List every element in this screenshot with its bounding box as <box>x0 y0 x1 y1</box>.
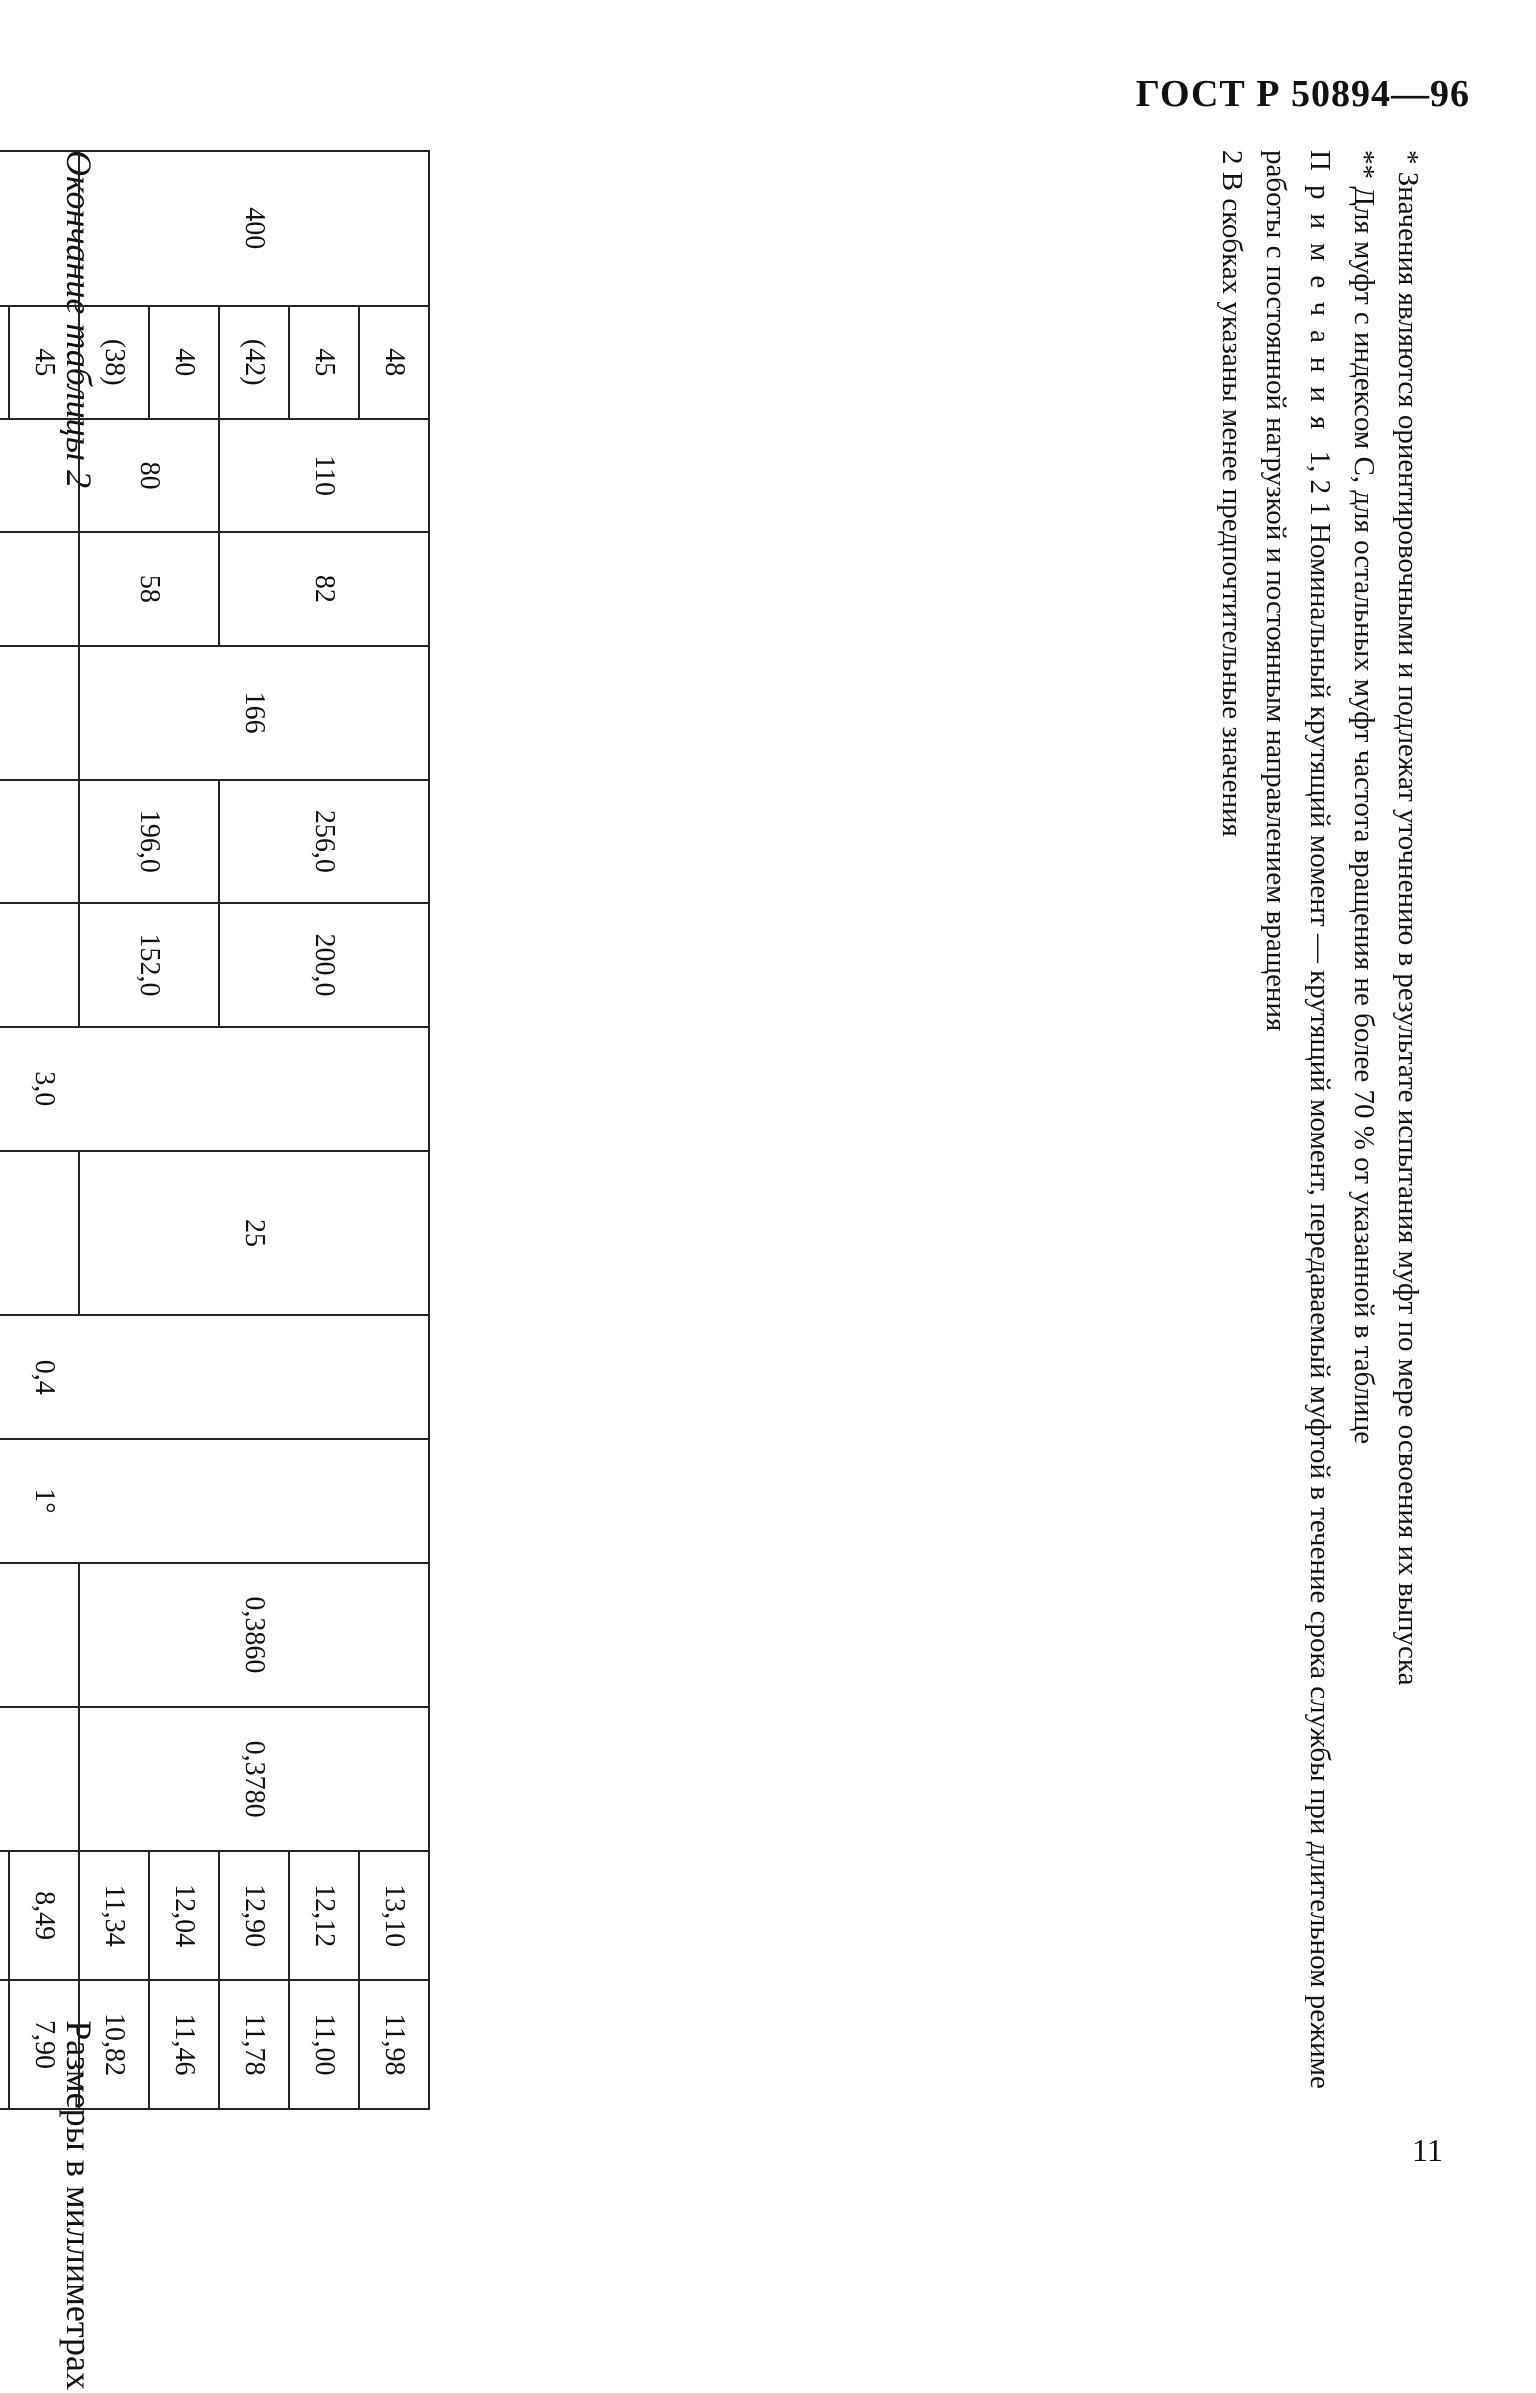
cell-mass1: 12,90 <box>219 1851 289 1980</box>
cell-L1 <box>0 780 79 904</box>
cell-d: 48 <box>359 306 429 419</box>
cell-mass1: 12,04 <box>149 1851 219 1980</box>
cell-l2: 82 <box>219 532 429 645</box>
footnote-1: * Значения являются ориентировочными и подлежат уточнению в результате испытания муфт по мере освоения их выпуска <box>1392 150 1424 1686</box>
cell-mass2: 10,82 <box>79 1980 149 2109</box>
cell-L1: 196,0 <box>79 780 219 904</box>
cell-l1 <box>0 419 79 532</box>
table-caption: Окончание таблицы 2 <box>59 150 99 489</box>
cell-I2 <box>0 1707 79 1851</box>
cell-d: (38) <box>79 306 149 419</box>
cell-I1: 0,3860 <box>79 1563 429 1707</box>
cell-mass2: 7,90 <box>9 1980 79 2109</box>
cell-d: 45 <box>9 306 79 419</box>
rotated-page-content <box>10 150 1430 2390</box>
standard-number: ГОСТ Р 50894—96 <box>1135 73 1470 115</box>
cell-D <box>0 646 79 780</box>
cell-d: (42) <box>219 306 289 419</box>
note-2: 2 В скобках указаны менее предпочтительные значения <box>1216 150 1248 837</box>
cell-mass1: 13,10 <box>359 1851 429 1980</box>
cell-l1: 110 <box>219 419 429 532</box>
cell-torque-400: 400 <box>79 151 429 306</box>
cell-I1 <box>0 1563 79 1707</box>
cell-torque-250 <box>0 151 79 306</box>
cell-L2 <box>0 903 79 1027</box>
cell-d: 40 <box>149 306 219 419</box>
footnote-2: ** Для муфт с индексом С, для остальных муфт частота вращения не более 70 % от указанной в таблице <box>1348 150 1380 1445</box>
page-number: 11 <box>1412 2132 1443 2168</box>
cell-gamma: 1° <box>0 1439 429 1563</box>
cell-mass2: 11,78 <box>219 1980 289 2109</box>
cell-D: 166 <box>79 646 429 780</box>
cell-I2: 0,3780 <box>79 1707 429 1851</box>
cell-delta: 0,4 <box>0 1315 429 1439</box>
cell-mass1: 8,49 <box>9 1851 79 1980</box>
cell-freq <box>0 1151 79 1316</box>
cell-mass2 <box>0 1980 9 2109</box>
note-1 <box>1254 150 1342 2110</box>
units-note: Размеры в миллиметрах <box>59 2020 99 2390</box>
note-1-text: 1, 2 1 Номинальный крутящий момент — крутящий момент, передаваемый муфтой в течение срока службы при длительном режиме работы с постоянной нагрузкой и постоянным направлением вращения <box>1260 150 1336 2089</box>
cell-d: 45 <box>289 306 359 419</box>
cell-mass2: 11,00 <box>289 1980 359 2109</box>
cell-L2: 200,0 <box>219 903 429 1027</box>
cell-freq: 25 <box>79 1151 429 1316</box>
cell-l2 <box>0 532 79 645</box>
cell-mass1: 12,12 <box>289 1851 359 1980</box>
cell-C: 3,0 <box>0 1027 429 1151</box>
cell-l1: 80 <box>79 419 219 532</box>
cell-l2: 58 <box>79 532 219 645</box>
cell-mass2: 11,98 <box>359 1980 429 2109</box>
footnotes <box>1210 150 1430 2110</box>
specification-table <box>0 150 430 2110</box>
cell-mass2: 11,46 <box>149 1980 219 2109</box>
cell-mass1 <box>0 1851 9 1980</box>
notes-heading: Примечания <box>1304 150 1336 444</box>
cell-L1: 256,0 <box>219 780 429 904</box>
cell-mass1: 11,34 <box>79 1851 149 1980</box>
cell-d <box>0 306 9 419</box>
cell-L2: 152,0 <box>79 903 219 1027</box>
